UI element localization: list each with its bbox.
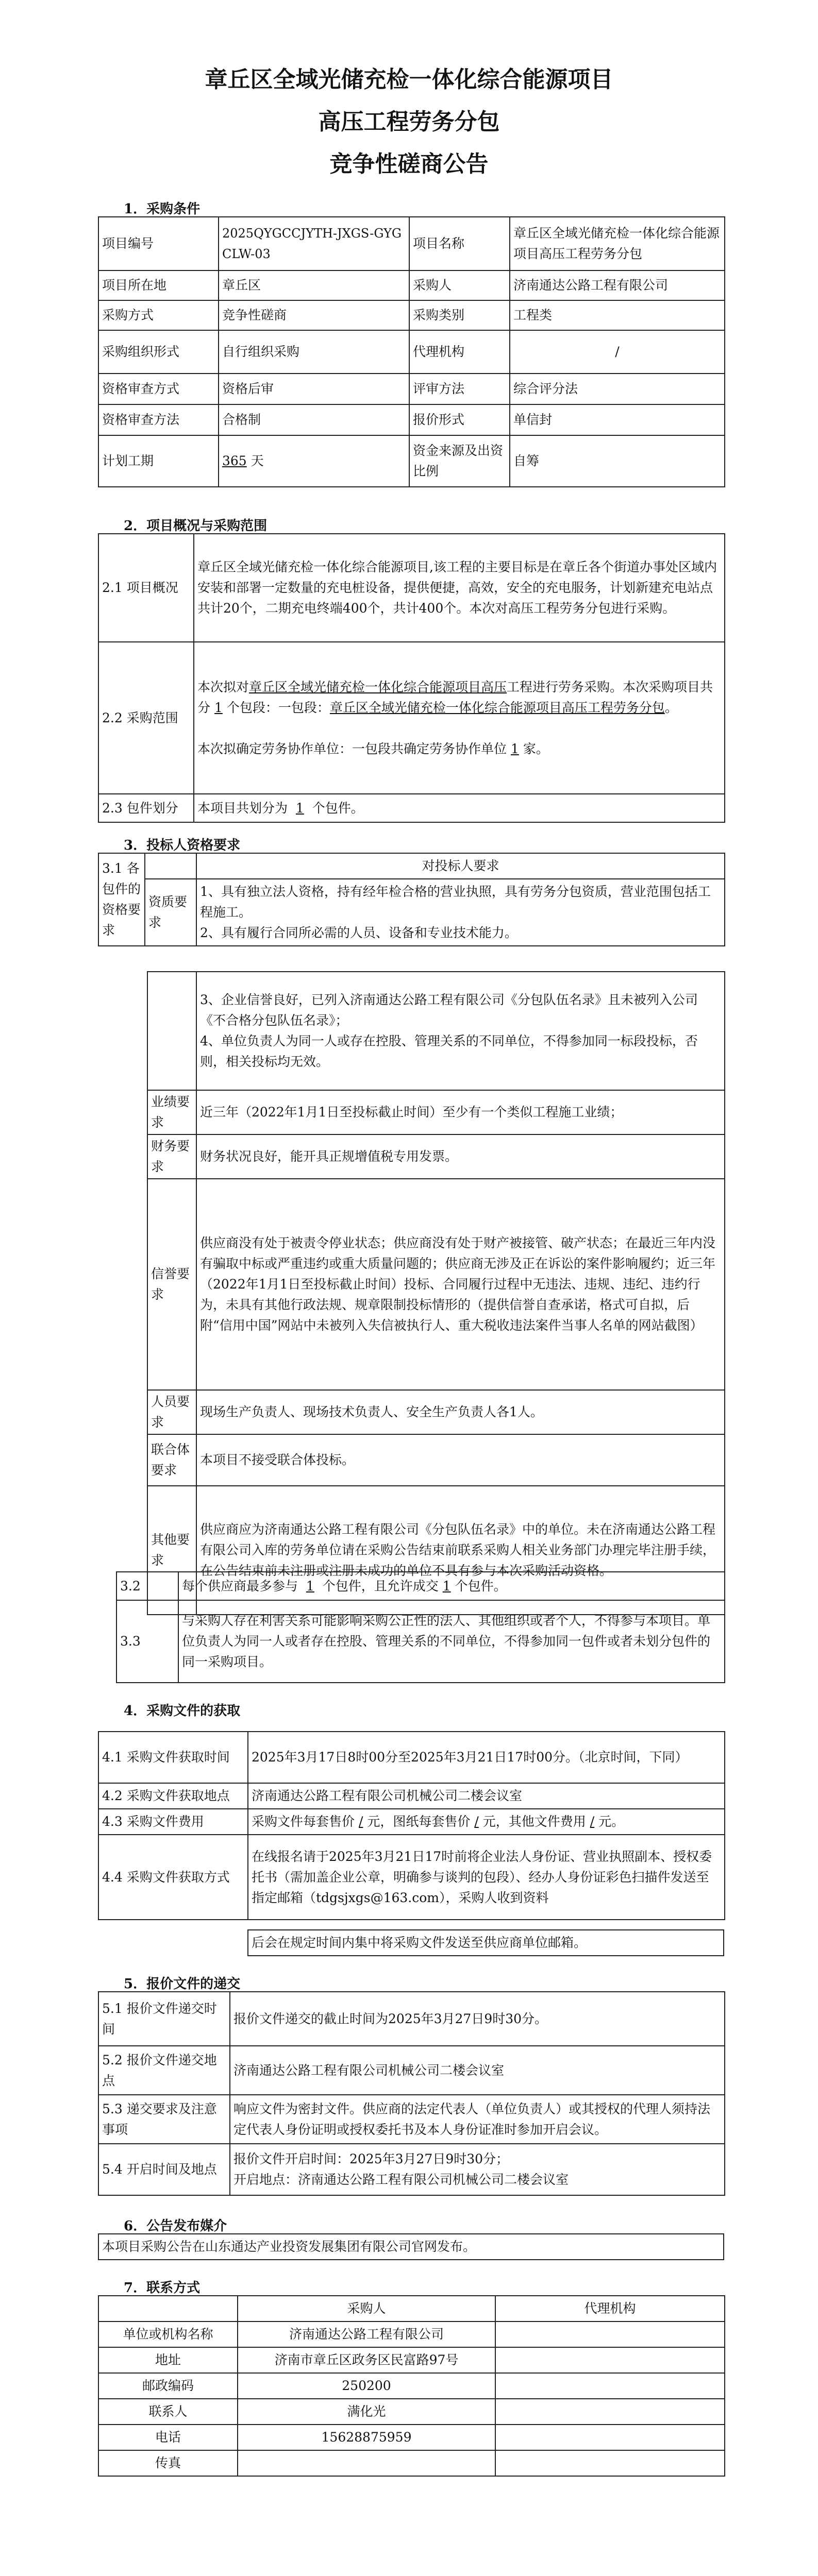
table-row (98, 217, 725, 270)
bidder-qualification-table (98, 853, 725, 946)
table-row (98, 435, 725, 487)
cell-value: 济南市章丘区政务区民富路97号 (238, 2347, 495, 2373)
column-header: 代理机构 (495, 2296, 725, 2321)
table-row (98, 1783, 725, 1809)
cell-label: 信誉要求 (147, 1179, 196, 1390)
conflict-text: 与采购人存在利害关系可能影响采购公正性的法人、其他组织或者个人，不得参与本项目。单位负责人为同一人或者存在控股、管理关系的不同单位，不得参加同一包件或者未划分包件的同一采购项目。 (178, 1600, 725, 1683)
other-requirements-text: 供应商应为济南通达公路工程有限公司《分包队伍名录》中的单位。未在济南通达公路工程有限公司入库的劳务单位请在采购公告结束前联系采购人相关业务部门办理完毕注册手续，在公告结束前未注册或注册未成功的单位不具有参与本次采购活动资格。 (196, 1486, 725, 1615)
table-row (116, 1600, 725, 1683)
text: 个包件，且允许成交 (322, 1578, 439, 1594)
table-row (147, 1434, 725, 1486)
cell-label: 项目所在地 (98, 270, 219, 300)
cell-value (495, 2373, 725, 2399)
cell-label: 业绩要求 (147, 1090, 196, 1134)
cell-label: 资质要求 (145, 879, 196, 946)
cell-label: 地址 (98, 2347, 238, 2373)
table-row (98, 2425, 725, 2450)
cell-value (495, 2321, 725, 2347)
cell-label: 5.3 递交要求及注意事项 (98, 2095, 230, 2144)
cell-value: 工程类 (510, 300, 725, 330)
acquisition-method-text: 在线报名请于2025年3月21日17时前将企业法人身份证、营业执照副本、授权委托书（需加盖企业公章，明确参与谈判的包段）、经办人身份证彩色扫描件发送至指定邮箱（tdgsjxgs@163.com），采购人收到资料 (248, 1835, 725, 1920)
cell-label: 项目名称 (409, 217, 510, 270)
cell-label: 评审方法 (409, 374, 510, 404)
cell-label: 资格审查方式 (98, 374, 219, 404)
opening-place: 开启地点：济南通达公路工程有限公司机械公司二楼会议室 (233, 2172, 569, 2187)
text: 工程进行劳务采购。本次采购项目共分 (197, 679, 713, 715)
procurement-conditions-table (98, 216, 725, 487)
cell-label: 资金来源及出资比例 (409, 435, 510, 487)
text: 元，其他文件费用 (482, 1814, 586, 1829)
cell-value: 资格后审 (219, 374, 409, 404)
contact-table (98, 2295, 725, 2477)
section-5-heading: 5．报价文件的递交 (124, 1976, 241, 1992)
table-row (98, 2144, 725, 2195)
opening-time: 报价文件开启时间：2025年3月27日9时30分； (233, 2151, 509, 2166)
acquisition-continued-table (247, 1929, 724, 1956)
cell-label: 联系人 (98, 2399, 238, 2425)
cell-value: / (510, 330, 725, 374)
cell-value: 济南通达公路工程有限公司 (238, 2321, 495, 2347)
underlined-text: / (358, 1814, 363, 1829)
participation-text (178, 1572, 725, 1600)
section-3-heading: 3．投标人资格要求 (124, 838, 241, 853)
underlined-text: / (590, 1814, 595, 1829)
submission-requirements-text: 响应文件为密封文件。供应商的法定代表人（单位负责人）或其授权的代理人须持法定代表人身份证明或授权委托书及本人身份证准时参加开启会议。 (230, 2095, 725, 2144)
cell-label: 5.1 报价文件递交时间 (98, 1992, 230, 2046)
table-row (98, 2234, 724, 2260)
submission-place-text: 济南通达公路工程有限公司机械公司二楼会议室 (230, 2046, 725, 2095)
cell-value: 2025QYGCCJYTH-JXGS-GYGCLW-03 (219, 217, 409, 270)
underlined-text: 1 (510, 741, 519, 756)
table-row (147, 1390, 725, 1434)
table-row (98, 534, 725, 642)
table-row (98, 879, 725, 946)
table-row (98, 404, 725, 435)
cell-empty (145, 853, 196, 879)
text: 采购文件每套售价 (252, 1814, 355, 1829)
acquisition-method-continued-text: 后会在规定时间内集中将采购文件发送至供应商单位邮箱。 (248, 1930, 724, 1956)
cell-value (495, 2347, 725, 2373)
cell-label: 5.4 开启时间及地点 (98, 2144, 230, 2195)
cell-label: 计划工期 (98, 435, 219, 487)
bidder-requirements-table (147, 971, 725, 1615)
underlined-text: 1 (295, 800, 304, 816)
cell-value (219, 435, 409, 487)
cell-value: 自行组织采购 (219, 330, 409, 374)
bid-submission-table (98, 1991, 725, 2196)
cell-label: 传真 (98, 2450, 238, 2476)
publication-text: 本项目采购公告在山东通达产业投资发展集团有限公司官网发布。 (98, 2234, 724, 2260)
cell-label: 3.3 (116, 1600, 178, 1683)
underlined-text: 1 (306, 1578, 314, 1594)
cell-label: 联合体要求 (147, 1434, 196, 1486)
package-division-text (194, 794, 725, 822)
cell-empty (98, 2296, 238, 2321)
text: 元，图纸每套售价 (367, 1814, 471, 1829)
cell-value: 满化光 (238, 2399, 495, 2425)
cell-label: 3.1 各包件的资格要求 (98, 853, 145, 946)
cell-label: 电话 (98, 2425, 238, 2450)
cell-value: 章丘区 (219, 270, 409, 300)
cell-value: 济南通达公路工程有限公司 (510, 270, 725, 300)
table-row (98, 2373, 725, 2399)
project-overview-table (98, 533, 725, 823)
table-row (98, 1732, 725, 1783)
cell-label: 代理机构 (409, 330, 510, 374)
table-row (98, 2296, 725, 2321)
cell-label: 4.2 采购文件获取地点 (98, 1783, 248, 1809)
consortium-text: 本项目不接受联合体投标。 (196, 1434, 725, 1486)
text: 每个供应商最多参与 (182, 1578, 298, 1594)
section-1-heading: 1．采购条件 (124, 201, 201, 217)
table-row (98, 2450, 725, 2476)
submission-time-text: 报价文件递交的截止时间为2025年3月27日9时30分。 (230, 1992, 725, 2046)
text: 本次拟确定劳务协作单位：一包段共确定劳务协作单位 (197, 741, 507, 756)
section-2-heading: 2．项目概况与采购范围 (124, 518, 268, 534)
cell-label: 邮政编码 (98, 2373, 238, 2399)
text: 元。 (598, 1814, 625, 1829)
document-title: 章丘区全域光储充检一体化综合能源项目 (205, 66, 613, 93)
underlined-text: 1 (442, 1578, 451, 1594)
document-subtitle: 高压工程劳务分包 (318, 109, 500, 135)
cell-value (238, 2450, 495, 2476)
procurement-scope-text (194, 642, 725, 794)
cell-label: 项目编号 (98, 217, 219, 270)
text: 个包段：一包段： (226, 700, 330, 715)
cell-label: 采购人 (409, 270, 510, 300)
cell-value (495, 2425, 725, 2450)
project-overview-text: 章丘区全域光储充检一体化综合能源项目,该工程的主要目标是在章丘各个街道办事处区域内安装和部署一定数量的充电桩设备，提供便捷，高效，安全的充电服务，计划新建充电站点共计20个，二期充电终端400个，共计400个。本次对高压工程劳务分包进行采购。 (194, 534, 725, 642)
text: 本次拟对 (197, 679, 249, 694)
cell-value (495, 2450, 725, 2476)
document-acquisition-table (98, 1731, 725, 1920)
cell-value: 单信封 (510, 404, 725, 435)
text: 家。 (523, 741, 549, 756)
table-row (98, 2399, 725, 2425)
cell-label: 财务要求 (147, 1134, 196, 1179)
cell-label: 2.1 项目概况 (98, 534, 194, 642)
cell-label: 资格审查方法 (98, 404, 219, 435)
text: 个包件。 (312, 800, 364, 816)
cell-label: 其他要求 (147, 1486, 196, 1615)
qualification-text: 1、具有独立法人资格，持有经年检合格的营业执照，具有劳务分包资质，营业范围包括工程施工。 2、具有履行合同所必需的人员、设备和专业技术能力。 (196, 879, 725, 946)
underlined-text: 章丘区全域光储充检一体化综合能源项目高压工程劳务分包 (329, 700, 665, 715)
text: 。 (664, 700, 678, 715)
table-row (98, 374, 725, 404)
cell-value: 综合评分法 (510, 374, 725, 404)
cell-label: 4.4 采购文件获取方式 (98, 1835, 248, 1920)
section-4-heading: 4．采购文件的获取 (124, 1703, 241, 1719)
column-header: 采购人 (238, 2296, 495, 2321)
table-row (98, 300, 725, 330)
staff-text: 现场生产负责人、现场技术负责人、安全生产负责人各1人。 (196, 1390, 725, 1434)
text: 本项目共划分为 (197, 800, 288, 816)
table-row (98, 1835, 725, 1920)
table-row (116, 1572, 725, 1600)
table-row (147, 972, 725, 1090)
table-row (98, 2046, 725, 2095)
acquisition-time-text: 2025年3月17日8时00分至2025年3月21日17时00分。（北京时间，下同） (248, 1732, 725, 1783)
section-6-heading: 6．公告发布媒介 (124, 2218, 227, 2234)
table-row (98, 270, 725, 300)
cell-label: 3.2 (116, 1572, 178, 1600)
underlined-text: 章丘区全域光储充检一体化综合能源项目高压 (249, 679, 507, 694)
document-type: 竞争性磋商公告 (329, 151, 489, 177)
cell-label: 采购组织形式 (98, 330, 219, 374)
cell-label: 报价形式 (409, 404, 510, 435)
cell-label: 4.1 采购文件获取时间 (98, 1732, 248, 1783)
opening-time-place-text (230, 2144, 725, 2195)
performance-text: 近三年（2022年1月1日至投标截止时间）至少有一个类似工程施工业绩； (196, 1090, 725, 1134)
financial-text: 财务状况良好，能开具正规增值税专用发票。 (196, 1134, 725, 1179)
duration-unit: 天 (251, 453, 264, 468)
acquisition-place-text: 济南通达公路工程有限公司机械公司二楼会议室 (248, 1783, 725, 1809)
qualification-continued-text: 3、企业信誉良好，已列入济南通达公路工程有限公司《分包队伍名录》且未被列入公司《不合格分包队伍名录》； 4、单位负责人为同一人或存在控股、管理关系的不同单位，不得参加同一标段投标，否则，相关投标均无效。 (196, 972, 725, 1090)
table-row (147, 1090, 725, 1134)
cell-label: 2.2 采购范围 (98, 642, 194, 794)
cell-value: 章丘区全域光储充检一体化综合能源项目高压工程劳务分包 (510, 217, 725, 270)
section-7-heading: 7．联系方式 (124, 2280, 201, 2296)
cell-value: 15628875959 (238, 2425, 495, 2450)
cell-value: 竞争性磋商 (219, 300, 409, 330)
table-row (147, 1134, 725, 1179)
underlined-text: 1 (214, 700, 223, 715)
cell-label: 2.3 包件划分 (98, 794, 194, 822)
table-row (147, 1179, 725, 1390)
cell-label: 5.2 报价文件递交地点 (98, 2046, 230, 2095)
text: 个包件。 (455, 1578, 507, 1594)
cell-label: 采购类别 (409, 300, 510, 330)
underlined-text: / (474, 1814, 479, 1829)
cell-label: 单位或机构名称 (98, 2321, 238, 2347)
cell-label: 4.3 采购文件费用 (98, 1809, 248, 1835)
table-row (98, 330, 725, 374)
cell-label: 人员要求 (147, 1390, 196, 1434)
table-row (98, 642, 725, 794)
table-row (98, 853, 725, 879)
cell-label: 采购方式 (98, 300, 219, 330)
cell-value: 250200 (238, 2373, 495, 2399)
bidder-limits-table (116, 1571, 725, 1683)
cell-value: 自筹 (510, 435, 725, 487)
table-row (248, 1930, 724, 1956)
table-row (98, 2347, 725, 2373)
document-fee-text (248, 1809, 725, 1835)
table-row (98, 794, 725, 822)
cell-empty (147, 972, 196, 1090)
table-row (98, 2321, 725, 2347)
table-row (98, 2095, 725, 2144)
credit-text: 供应商没有处于被责令停业状态；供应商没有处于财产被接管、破产状态；在最近三年内没有骗取中标或严重违约或重大质量问题的；供应商无涉及正在诉讼的案件影响履约；近三年（2022年1月1日至投标截止时间）投标、合同履行过程中无违法、违规、违纪、违约行为，未具有其他行政法规、规章限制投标情形的（提供信誉自查承诺，格式可自拟，后附“信用中国”网站中未被列入失信被执行人、重大税收违法案件当事人名单的网站截图） (196, 1179, 725, 1390)
publication-media-table (98, 2233, 724, 2260)
table-row (98, 1992, 725, 2046)
cell-value (495, 2399, 725, 2425)
column-header: 对投标人要求 (196, 853, 725, 879)
table-row (98, 1809, 725, 1835)
cell-value: 合格制 (219, 404, 409, 435)
duration-value: 365 (222, 453, 247, 468)
